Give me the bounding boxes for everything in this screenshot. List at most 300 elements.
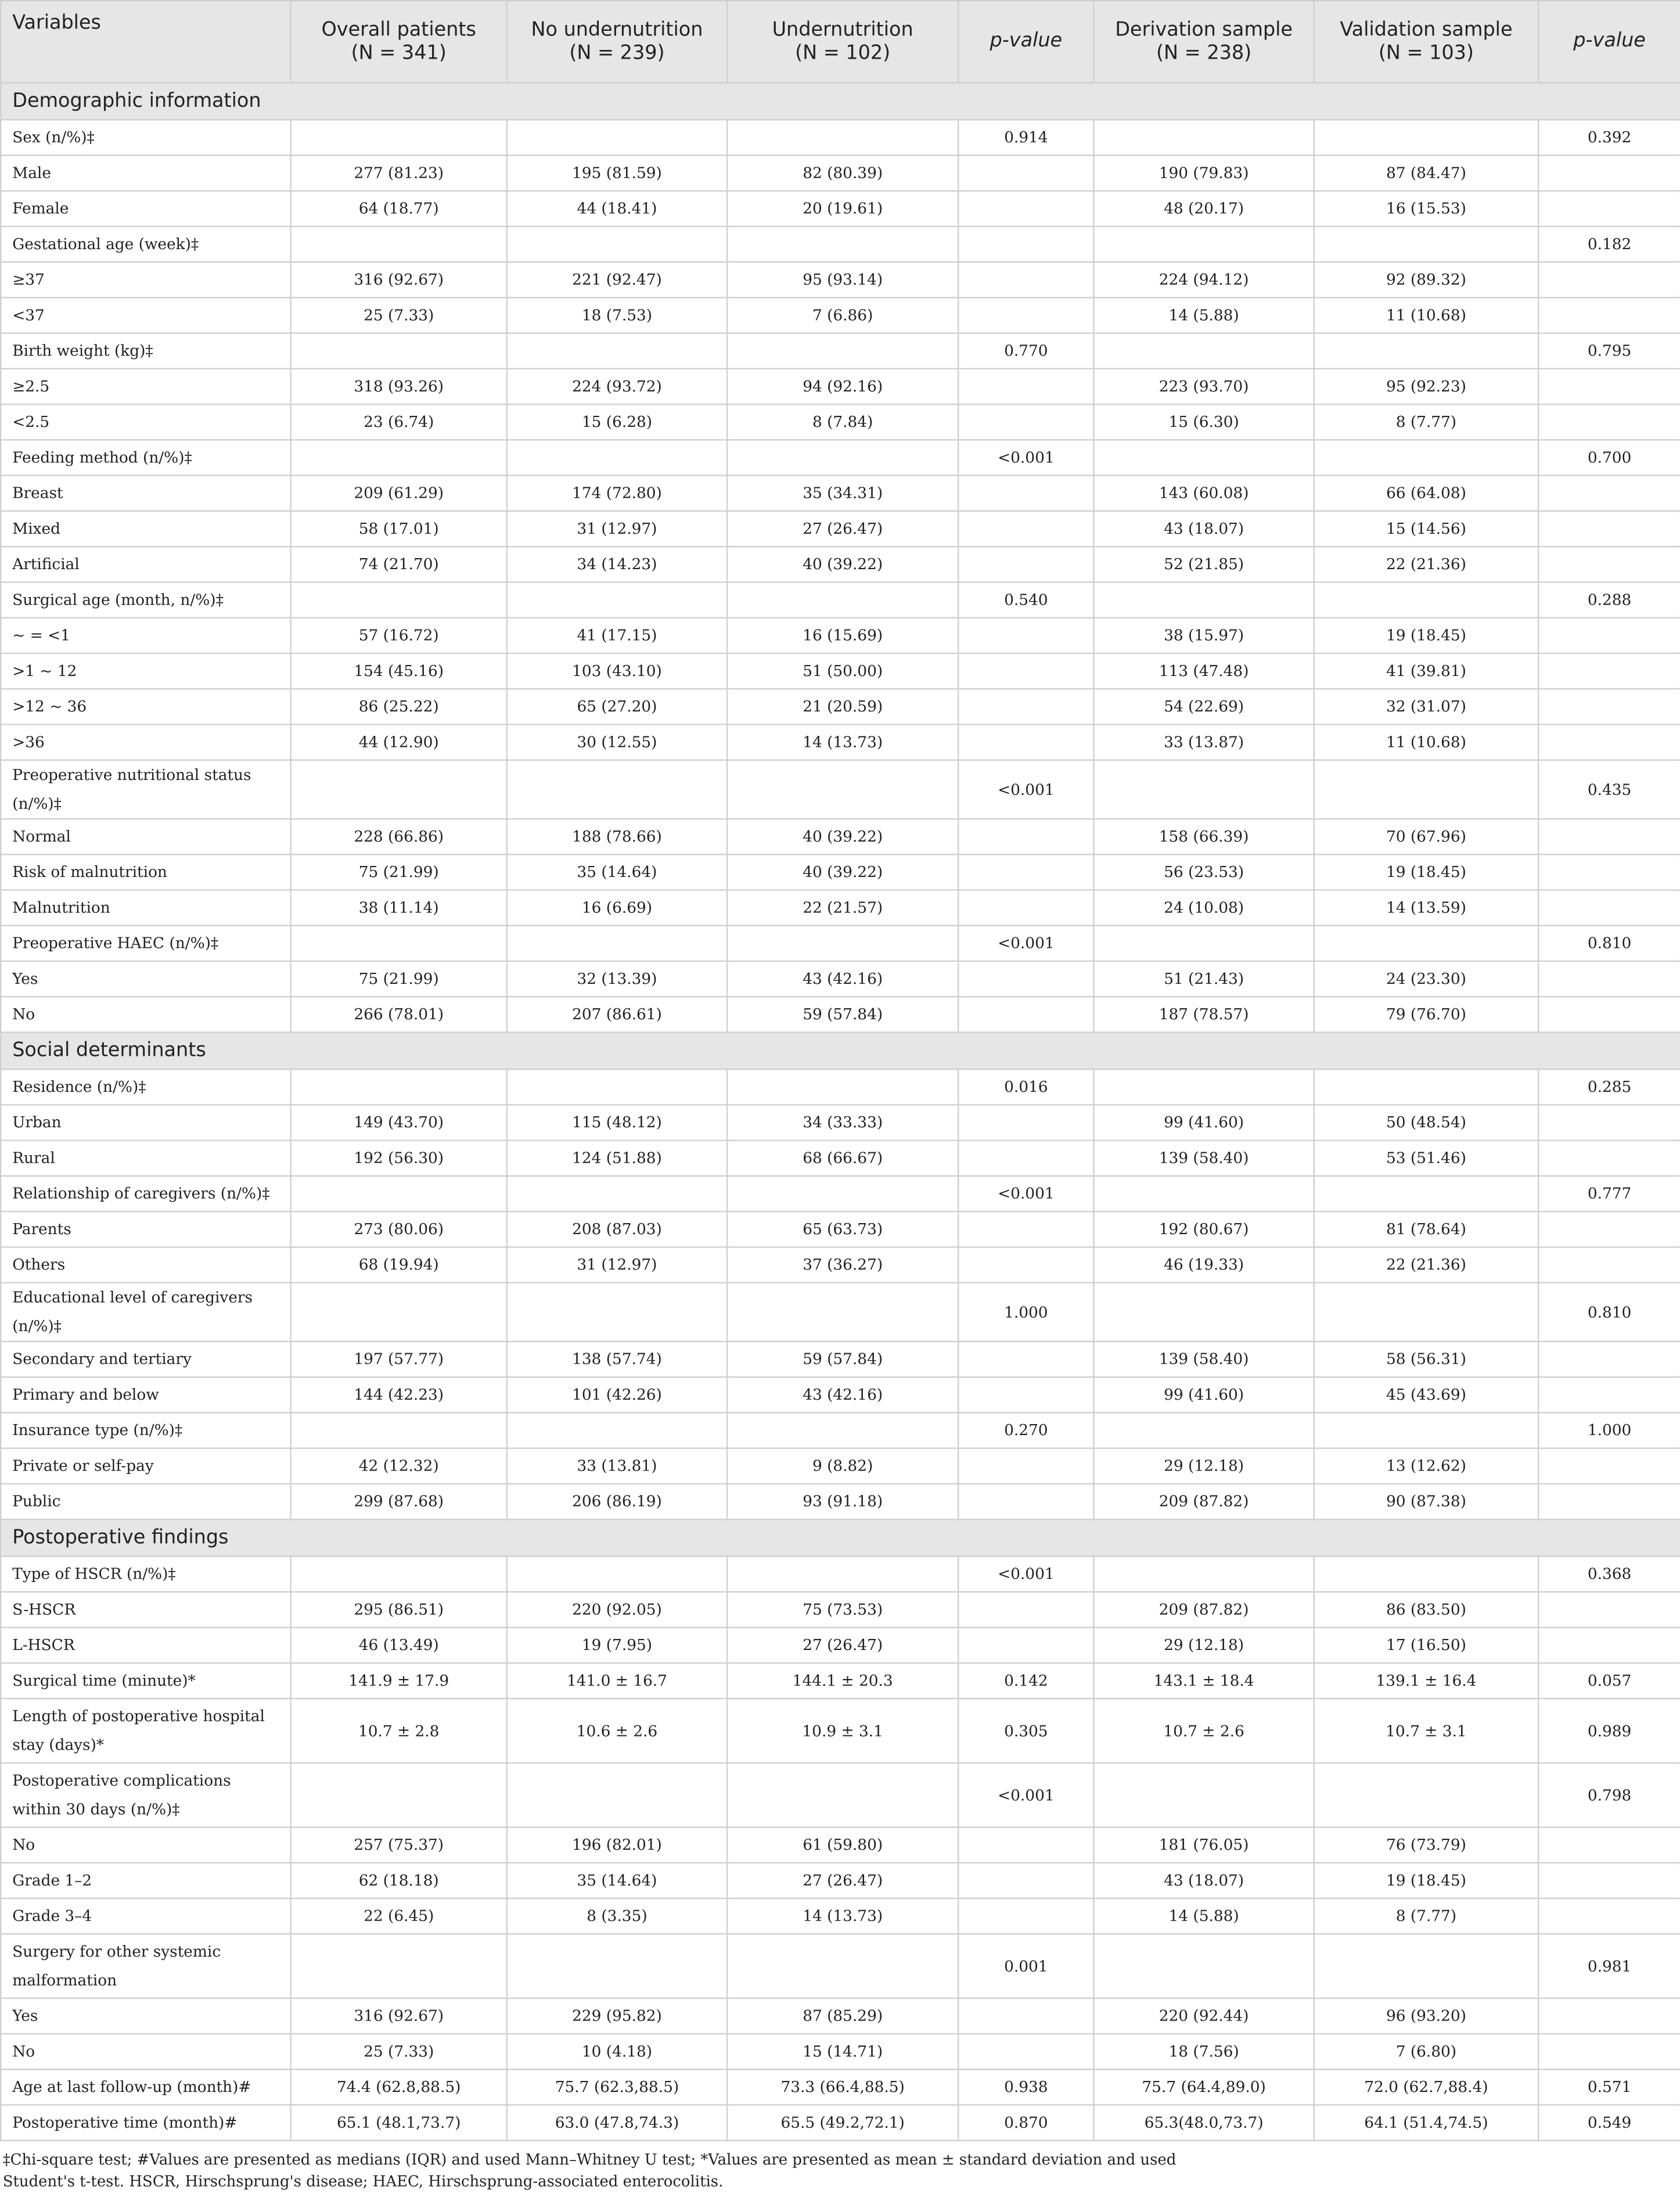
variable-cell: L-HSCR	[1, 1627, 290, 1663]
value-cell: 0.270	[958, 1412, 1093, 1448]
table-row	[1, 1141, 1680, 1176]
variable-cell: Artificial	[1, 547, 290, 582]
value-cell: 139 (58.40)	[1093, 1141, 1314, 1176]
table-row	[1, 297, 1680, 333]
value-cell	[958, 547, 1093, 582]
value-cell: 0.182	[1538, 227, 1680, 262]
value-cell: 10.7 ± 2.6	[1093, 1699, 1314, 1763]
value-cell: 318 (93.26)	[291, 369, 507, 404]
table-row	[1, 653, 1680, 689]
value-cell	[958, 191, 1093, 227]
value-cell: 0.798	[1538, 1763, 1680, 1827]
header-derivation	[1093, 1, 1314, 82]
value-cell: 13 (12.62)	[1314, 1448, 1538, 1484]
value-cell	[958, 997, 1093, 1032]
variable-cell: ~ = <1	[1, 618, 290, 653]
value-cell	[958, 476, 1093, 511]
value-cell	[507, 760, 727, 819]
value-cell: 65.3(48.0,73.7)	[1093, 2105, 1314, 2140]
value-cell	[1538, 1141, 1680, 1176]
table-footnote: ‡Chi-square test; #Values are presented as medians (IQR) and used Mann–Whitney U test; *Values are presented as mean ± standard deviation and used Student's t-test. HSCR, Hirschsprung's disease; HAEC, Hirschsprung-associated enterocolitis.	[2, 2151, 1177, 2191]
value-cell	[727, 227, 958, 262]
table-row	[1, 1863, 1680, 1898]
table-row	[1, 890, 1680, 925]
variable-cell: Others	[1, 1247, 290, 1282]
value-cell	[958, 961, 1093, 997]
value-cell: 22 (21.36)	[1314, 547, 1538, 582]
value-cell	[1314, 1763, 1538, 1827]
variable-cell: Grade 1–2	[1, 1863, 290, 1898]
value-cell	[958, 227, 1093, 262]
value-cell: 57 (16.72)	[291, 618, 507, 653]
variable-cell: <37	[1, 297, 290, 333]
value-cell	[507, 1176, 727, 1211]
value-cell: 0.938	[958, 2069, 1093, 2105]
variable-cell: >12 ~ 36	[1, 689, 290, 724]
value-cell: 229 (95.82)	[507, 1998, 727, 2034]
value-cell: 34 (33.33)	[727, 1105, 958, 1140]
value-cell: 14 (13.73)	[727, 1899, 958, 1934]
table-row	[1, 819, 1680, 854]
table-row	[1, 120, 1680, 155]
value-cell: 75.7 (64.4,89.0)	[1093, 2069, 1314, 2105]
value-cell: 54 (22.69)	[1093, 689, 1314, 724]
value-cell: 14 (5.88)	[1093, 297, 1314, 333]
value-cell: 64.1 (51.4,74.5)	[1314, 2105, 1538, 2140]
variable-cell: Surgical age (month, n/%)‡	[1, 582, 290, 617]
value-cell: 22 (6.45)	[291, 1899, 507, 1934]
value-cell: 149 (43.70)	[291, 1105, 507, 1140]
value-cell: 35 (34.31)	[727, 476, 958, 511]
value-cell: 41 (39.81)	[1314, 653, 1538, 689]
table-row	[1, 227, 1680, 262]
value-cell: 174 (72.80)	[507, 476, 727, 511]
variable-cell: Grade 3–4	[1, 1899, 290, 1934]
value-cell: 43 (18.07)	[1093, 511, 1314, 547]
table-row	[1, 511, 1680, 547]
table-row	[1, 333, 1680, 369]
variable-cell: ≥37	[1, 262, 290, 297]
variable-cell: Urban	[1, 1105, 290, 1140]
value-cell	[958, 1899, 1093, 1934]
value-cell	[1538, 618, 1680, 653]
value-cell: 53 (51.46)	[1314, 1141, 1538, 1176]
value-cell: 0.016	[958, 1069, 1093, 1105]
value-cell	[507, 926, 727, 961]
value-cell: 224 (94.12)	[1093, 262, 1314, 297]
value-cell: 0.810	[1538, 926, 1680, 961]
value-cell: 223 (93.70)	[1093, 369, 1314, 404]
value-cell: 15 (6.28)	[507, 404, 727, 440]
value-cell	[1538, 191, 1680, 227]
value-cell: 31 (12.97)	[507, 511, 727, 547]
value-cell: 10.7 ± 2.8	[291, 1699, 507, 1763]
variable-cell: Normal	[1, 819, 290, 854]
value-cell: 0.989	[1538, 1699, 1680, 1763]
table-row	[1, 926, 1680, 961]
value-cell	[1538, 724, 1680, 760]
variable-cell: Primary and below	[1, 1377, 290, 1412]
value-cell: 9 (8.82)	[727, 1448, 958, 1484]
value-cell	[1314, 1176, 1538, 1211]
value-cell: 87 (84.47)	[1314, 155, 1538, 190]
value-cell: 44 (12.90)	[291, 724, 507, 760]
table-row	[1, 1377, 1680, 1412]
table-row	[1, 1342, 1680, 1377]
section-title: Demographic information	[1, 83, 1680, 120]
value-cell: 187 (78.57)	[1093, 997, 1314, 1032]
value-cell	[958, 1627, 1093, 1663]
value-cell	[727, 1283, 958, 1342]
value-cell	[507, 1412, 727, 1448]
value-cell	[1538, 1377, 1680, 1412]
value-cell: 144 (42.23)	[291, 1377, 507, 1412]
variable-cell: Birth weight (kg)‡	[1, 333, 290, 369]
variable-cell: Postoperative time (month)#	[1, 2105, 290, 2140]
variable-cell: Gestational age (week)‡	[1, 227, 290, 262]
variable-cell: >36	[1, 724, 290, 760]
value-cell: 0.777	[1538, 1176, 1680, 1211]
header-no-undernutrition	[507, 1, 727, 82]
value-cell: 27 (26.47)	[727, 1627, 958, 1663]
variable-cell: ≥2.5	[1, 369, 290, 404]
value-cell: 37 (36.27)	[727, 1247, 958, 1282]
value-cell: 196 (82.01)	[507, 1827, 727, 1863]
value-cell: 68 (66.67)	[727, 1141, 958, 1176]
value-cell	[1093, 1556, 1314, 1592]
variable-cell: Surgery for other systemic malformation	[1, 1934, 290, 1998]
value-cell	[1314, 1069, 1538, 1105]
value-cell	[291, 1176, 507, 1211]
value-cell: 58 (17.01)	[291, 511, 507, 547]
table-row	[1, 547, 1680, 582]
value-cell: 81 (78.64)	[1314, 1211, 1538, 1247]
value-cell	[958, 1105, 1093, 1140]
value-cell: 43 (42.16)	[727, 1377, 958, 1412]
value-cell: 19 (18.45)	[1314, 618, 1538, 653]
value-cell: 190 (79.83)	[1093, 155, 1314, 190]
value-cell	[1093, 120, 1314, 155]
value-cell	[1314, 582, 1538, 617]
value-cell: 1.000	[958, 1283, 1093, 1342]
value-cell: 295 (86.51)	[291, 1592, 507, 1627]
variable-cell: Female	[1, 191, 290, 227]
variable-cell: Male	[1, 155, 290, 190]
value-cell: 221 (92.47)	[507, 262, 727, 297]
value-cell: 143 (60.08)	[1093, 476, 1314, 511]
value-cell	[958, 155, 1093, 190]
value-cell	[1093, 760, 1314, 819]
value-cell: 0.288	[1538, 582, 1680, 617]
table-row	[1, 2034, 1680, 2069]
table-row	[1, 1448, 1680, 1484]
value-cell: <0.001	[958, 1176, 1093, 1211]
table-row	[1, 404, 1680, 440]
value-cell: 24 (10.08)	[1093, 890, 1314, 925]
value-cell: 0.981	[1538, 1934, 1680, 1998]
value-cell	[958, 1863, 1093, 1898]
value-cell: 46 (19.33)	[1093, 1247, 1314, 1282]
value-cell: 141.9 ± 17.9	[291, 1663, 507, 1698]
value-cell: 25 (7.33)	[291, 297, 507, 333]
value-cell	[958, 1592, 1093, 1627]
value-cell	[1538, 1247, 1680, 1282]
value-cell	[958, 819, 1093, 854]
value-cell: 21 (20.59)	[727, 689, 958, 724]
value-cell	[1538, 1484, 1680, 1519]
value-cell: 19 (7.95)	[507, 1627, 727, 1663]
header-validation-label: Validation sample	[1340, 18, 1513, 41]
value-cell	[291, 1934, 507, 1998]
value-cell: 43 (42.16)	[727, 961, 958, 997]
value-cell: 93 (91.18)	[727, 1484, 958, 1519]
value-cell: 103 (43.10)	[507, 653, 727, 689]
value-cell: 61 (59.80)	[727, 1827, 958, 1863]
value-cell	[1314, 1556, 1538, 1592]
value-cell: 75 (73.53)	[727, 1592, 958, 1627]
value-cell: 29 (12.18)	[1093, 1448, 1314, 1484]
value-cell: 208 (87.03)	[507, 1211, 727, 1247]
value-cell: 139 (58.40)	[1093, 1342, 1314, 1377]
value-cell: 0.540	[958, 582, 1093, 617]
value-cell	[1538, 689, 1680, 724]
header-validation	[1314, 1, 1538, 82]
value-cell: 99 (41.60)	[1093, 1105, 1314, 1140]
value-cell	[727, 1412, 958, 1448]
value-cell	[958, 1141, 1093, 1176]
value-cell: 195 (81.59)	[507, 155, 727, 190]
value-cell	[727, 440, 958, 475]
value-cell: 62 (18.18)	[291, 1863, 507, 1898]
variable-cell: No	[1, 997, 290, 1032]
value-cell	[291, 440, 507, 475]
table-row	[1, 440, 1680, 475]
value-cell: 299 (87.68)	[291, 1484, 507, 1519]
value-cell: 220 (92.05)	[507, 1592, 727, 1627]
value-cell: 15 (6.30)	[1093, 404, 1314, 440]
table-row	[1, 2105, 1680, 2140]
value-cell: 0.305	[958, 1699, 1093, 1763]
value-cell: 38 (11.14)	[291, 890, 507, 925]
value-cell: 115 (48.12)	[507, 1105, 727, 1140]
value-cell: 51 (21.43)	[1093, 961, 1314, 997]
value-cell	[727, 926, 958, 961]
value-cell: 154 (45.16)	[291, 653, 507, 689]
variable-cell: Preoperative HAEC (n/%)‡	[1, 926, 290, 961]
value-cell	[1538, 1827, 1680, 1863]
value-cell	[1538, 262, 1680, 297]
value-cell: 33 (13.81)	[507, 1448, 727, 1484]
value-cell: 7 (6.80)	[1314, 2034, 1538, 2069]
value-cell	[1538, 2034, 1680, 2069]
value-cell	[1538, 1342, 1680, 1377]
value-cell: 0.368	[1538, 1556, 1680, 1592]
value-cell	[958, 404, 1093, 440]
table-row	[1, 1827, 1680, 1863]
table-row	[1, 724, 1680, 760]
value-cell	[958, 724, 1093, 760]
value-cell: 65.5 (49.2,72.1)	[727, 2105, 958, 2140]
variable-cell: Relationship of caregivers (n/%)‡	[1, 1176, 290, 1211]
value-cell: 316 (92.67)	[291, 262, 507, 297]
value-cell	[727, 582, 958, 617]
value-cell	[958, 653, 1093, 689]
header-derivation-label: Derivation sample	[1115, 18, 1293, 41]
value-cell	[1538, 819, 1680, 854]
value-cell: 50 (48.54)	[1314, 1105, 1538, 1140]
value-cell: 23 (6.74)	[291, 404, 507, 440]
section-row	[1, 83, 1680, 120]
header-overall-label: Overall patients	[321, 18, 476, 41]
table-row	[1, 1699, 1680, 1763]
value-cell	[727, 120, 958, 155]
value-cell: 0.571	[1538, 2069, 1680, 2105]
value-cell: 16 (15.53)	[1314, 191, 1538, 227]
value-cell: 32 (31.07)	[1314, 689, 1538, 724]
table-row	[1, 1105, 1680, 1140]
value-cell: 277 (81.23)	[291, 155, 507, 190]
value-cell: 66 (64.08)	[1314, 476, 1538, 511]
header-pvalue-1	[958, 1, 1093, 82]
table-row	[1, 1627, 1680, 1663]
value-cell	[507, 1556, 727, 1592]
value-cell: 273 (80.06)	[291, 1211, 507, 1247]
header-pvalue-1-label: p-value	[990, 30, 1063, 52]
value-cell: 14 (5.88)	[1093, 1899, 1314, 1934]
value-cell: 20 (19.61)	[727, 191, 958, 227]
variable-cell: Age at last follow-up (month)#	[1, 2069, 290, 2105]
value-cell: 16 (6.69)	[507, 890, 727, 925]
value-cell	[958, 369, 1093, 404]
table-row	[1, 1763, 1680, 1827]
value-cell	[1314, 760, 1538, 819]
value-cell: 192 (56.30)	[291, 1141, 507, 1176]
value-cell	[1093, 440, 1314, 475]
value-cell: 10.6 ± 2.6	[507, 1699, 727, 1763]
value-cell	[1538, 369, 1680, 404]
value-cell: 64 (18.77)	[291, 191, 507, 227]
value-cell	[727, 1934, 958, 1998]
value-cell: 30 (12.55)	[507, 724, 727, 760]
value-cell: 38 (15.97)	[1093, 618, 1314, 653]
variable-cell: Breast	[1, 476, 290, 511]
value-cell: <0.001	[958, 440, 1093, 475]
variable-cell: Insurance type (n/%)‡	[1, 1412, 290, 1448]
value-cell	[1314, 1934, 1538, 1998]
variable-cell: No	[1, 2034, 290, 2069]
variable-cell: Residence (n/%)‡	[1, 1069, 290, 1105]
variable-cell: <2.5	[1, 404, 290, 440]
value-cell	[1538, 404, 1680, 440]
value-cell: 113 (47.48)	[1093, 653, 1314, 689]
value-cell	[1538, 1998, 1680, 2034]
value-cell: 181 (76.05)	[1093, 1827, 1314, 1863]
variable-cell: No	[1, 1827, 290, 1863]
value-cell: 99 (41.60)	[1093, 1377, 1314, 1412]
value-cell	[958, 618, 1093, 653]
value-cell: 18 (7.56)	[1093, 2034, 1314, 2069]
variable-cell: Preoperative nutritional status (n/%)‡	[1, 760, 290, 819]
value-cell: 138 (57.74)	[507, 1342, 727, 1377]
value-cell	[1538, 1592, 1680, 1627]
value-cell	[958, 511, 1093, 547]
value-cell	[958, 2034, 1093, 2069]
value-cell	[507, 440, 727, 475]
table-row	[1, 997, 1680, 1032]
value-cell: 0.870	[958, 2105, 1093, 2140]
table-row	[1, 262, 1680, 297]
section-title: Social determinants	[1, 1032, 1680, 1069]
value-cell: 46 (13.49)	[291, 1627, 507, 1663]
value-cell	[958, 1377, 1093, 1412]
value-cell: 14 (13.73)	[727, 724, 958, 760]
header-derivation-n: (N = 238)	[1156, 41, 1252, 64]
value-cell	[958, 689, 1093, 724]
value-cell: 15 (14.56)	[1314, 511, 1538, 547]
header-undernutrition-n: (N = 102)	[795, 41, 891, 64]
value-cell: 266 (78.01)	[291, 997, 507, 1032]
value-cell: 59 (57.84)	[727, 997, 958, 1032]
value-cell	[1093, 1763, 1314, 1827]
value-cell: 65.1 (48.1,73.7)	[291, 2105, 507, 2140]
value-cell	[727, 1556, 958, 1592]
header-no-undernutrition-label: No undernutrition	[531, 18, 703, 41]
variable-cell: Secondary and tertiary	[1, 1342, 290, 1377]
value-cell	[1093, 1283, 1314, 1342]
value-cell	[507, 120, 727, 155]
value-cell	[1314, 227, 1538, 262]
value-cell	[958, 1827, 1093, 1863]
variable-cell: Surgical time (minute)*	[1, 1663, 290, 1698]
variable-cell: Public	[1, 1484, 290, 1519]
value-cell: 10.7 ± 3.1	[1314, 1699, 1538, 1763]
value-cell: 16 (15.69)	[727, 618, 958, 653]
value-cell	[1538, 1863, 1680, 1898]
value-cell: 8 (7.77)	[1314, 404, 1538, 440]
variable-cell: Mixed	[1, 511, 290, 547]
variable-cell: Yes	[1, 961, 290, 997]
value-cell: 19 (18.45)	[1314, 854, 1538, 890]
value-cell: 0.770	[958, 333, 1093, 369]
value-cell: 96 (93.20)	[1314, 1998, 1538, 2034]
value-cell: 65 (27.20)	[507, 689, 727, 724]
value-cell	[507, 1763, 727, 1827]
value-cell: 0.914	[958, 120, 1093, 155]
table-row	[1, 582, 1680, 617]
value-cell	[727, 1069, 958, 1105]
variable-cell: Educational level of caregivers (n/%)‡	[1, 1283, 290, 1342]
value-cell: 11 (10.68)	[1314, 724, 1538, 760]
value-cell: 59 (57.84)	[727, 1342, 958, 1377]
section-row	[1, 1519, 1680, 1556]
value-cell	[291, 120, 507, 155]
value-cell	[1538, 297, 1680, 333]
value-cell	[1538, 1448, 1680, 1484]
value-cell: 25 (7.33)	[291, 2034, 507, 2069]
value-cell: 22 (21.57)	[727, 890, 958, 925]
value-cell: 75.7 (62.3,88.5)	[507, 2069, 727, 2105]
value-cell: 14 (13.59)	[1314, 890, 1538, 925]
value-cell: 68 (19.94)	[291, 1247, 507, 1282]
header-pvalue-2-label: p-value	[1573, 30, 1646, 52]
value-cell	[958, 1342, 1093, 1377]
value-cell: 40 (39.22)	[727, 819, 958, 854]
value-cell	[1538, 961, 1680, 997]
table-row	[1, 618, 1680, 653]
header-variables: Variables	[1, 1, 290, 82]
value-cell	[1314, 926, 1538, 961]
value-cell	[1538, 476, 1680, 511]
